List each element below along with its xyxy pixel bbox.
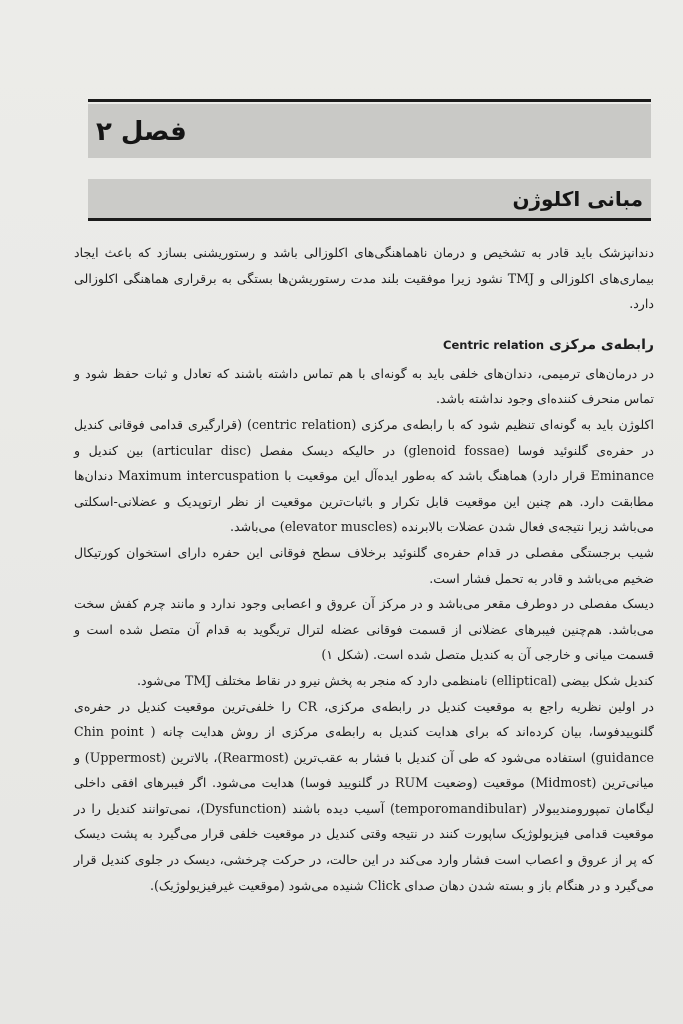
subsection-heading bbox=[74, 333, 654, 357]
body-paragraph: دیسک مفصلی در دوطرف مقعر می‌باشد و در مرکز آن عروق و اعصابی وجود ندارد و مانند چرم کفش سخت می‌باشد. هم‌چنین فیبرهای عضلانی از قسمت فوقانی عضله لترال تریگوید به قدام آن متصل شده است و قسمت میانی و خارجی آن به کندیل متصل شده است. (شکل ۱) bbox=[74, 596, 654, 663]
subsection-title-english: Centric relation bbox=[443, 337, 545, 352]
body-paragraph: اکلوژن باید به گونه‌ای تنظیم شود که با رابطه‌ی مرکزی (centric relation) (قرارگیری قدامی فوقانی کندیل در حفره‌ی گلنوئید فوسا (glenoid fossae) در حالیکه دیسک مفصل (articular disc) بین کندیل و Eminance قرار دارد) هماهنگ باشد که به‌طور ایده‌آل این موقعیت با Maximum intercuspation دندان‌ها مطابقت دارد. هم چنین این موقعیت قابل تکرار و باثبات‌ترین موقعیت از نظر ارتوپدیک و عضلانی-اسکلتی می‌باشد زیرا نتیجه‌ی فعال شدن عضلات بالابرنده (elevator muscles) می‌باشد. bbox=[74, 416, 655, 535]
body-paragraph: در درمان‌های ترمیمی، دندان‌های خلفی باید به گونه‌ای با هم تماس داشته باشند که تعادل و ثبات حفظ شود و تماس منحرف کننده‌ای وجود نداشته باشد. bbox=[74, 365, 654, 407]
body-paragraph: کندیل شکل بیضی (elliptical) نامنظمی دارد که منجر به پخش نیرو در نقاط مختلف TMJ می‌شود. bbox=[136, 672, 654, 688]
subsection-title: رابطه‌ی مرکزی bbox=[548, 336, 654, 353]
chapter-title: فصل ۲ bbox=[96, 117, 187, 147]
body-paragraph: شیب برجستگی مفصلی در قدام حفره‌ی گلنوئید برخلاف سطح فوقانی این حفره دارای استخوان کورتیکال ضخیم می‌باشد و قادر به تحمل فشار است. bbox=[74, 544, 654, 586]
section-bottom-rule bbox=[88, 218, 651, 221]
body-paragraph: در اولین نظریه راجع به موقعیت کندیل در رابطه‌ی مرکزی، CR را خلفی‌ترین موقعیت کندیل در حفره‌ی گلنوییدفوسا، بیان کرده‌اند که برای هدایت کندیل به رابطه‌ی مرکزی از روش هدایت چانه ( Chin point guidance) استفاده می‌شود که طی آن کندیل با فشار به عقب‌ترین (Rearmost)، بالاترین (Uppermost) و میانی‌ترین (Midmost) موقعیت (وضعیت RUM در گلنویید فوسا) هدایت می‌شود. اگر فیبرهای افقی داخلی لیگامان تمپورومندیبولار (temporomandibular) آسیب دیده باشند (Dysfunction)، نمی‌توانند کندیل را در موقعیت قدامی فیزیولوژیک ساپورت کنند در نتیجه وقتی کندیل در موقعیت خلفی قرار می‌گیرد به پشت دیسک که پر از عروق و اعصاب است فشار وارد می‌کند در این حالت، در حرکت چرخشی، دیسک در جلوی کندیل قرار می‌گیرد و در هنگام باز و بسته شدن دهان صدای Click شنیده می‌شود (موقعیت غیرفیزیولوژیک). bbox=[74, 698, 655, 893]
chapter-top-rule bbox=[88, 99, 651, 102]
page-body bbox=[74, 240, 654, 898]
section-title: مبانی اکلوژن bbox=[512, 187, 643, 211]
intro-paragraph: دندانپزشک باید قادر به تشخیص و درمان ناهماهنگی‌های اکلوزالی باشد و رستوریشنی بسازد که باعث ایجاد بیماری‌های اکلوزالی و TMJ نشود زیرا موفقیت بلند مدت رستوریشن‌ها بستگی به برقراری هماهنگی اکلوزالی دارد. bbox=[74, 245, 654, 312]
